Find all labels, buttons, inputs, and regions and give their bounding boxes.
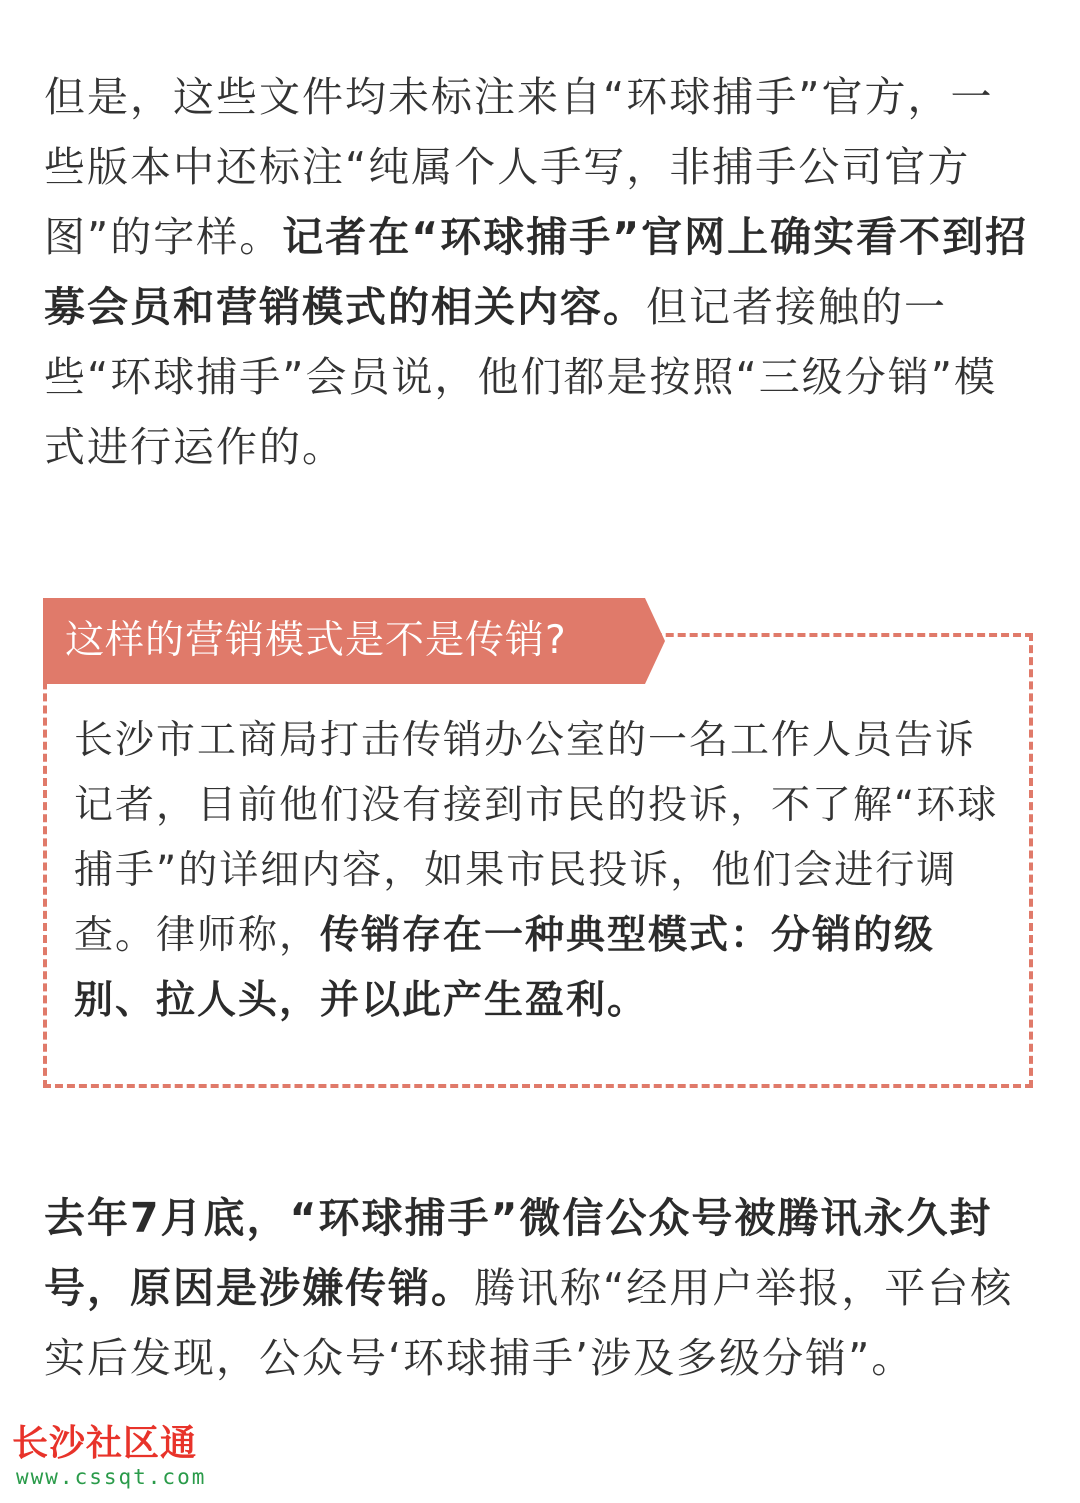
watermark-logo-text: 长沙社区通 — [12, 1423, 198, 1464]
article-paragraph-1 — [44, 62, 1036, 482]
article-paragraph-3 — [44, 1183, 1036, 1393]
callout-bold-text: 传销存在一种典型模式：分销的级别、拉人头，并以此产生盈利。 — [74, 913, 936, 1023]
watermark-url: www.cssqt.com — [16, 1465, 207, 1489]
callout-title: 这样的营销模式是不是传销? — [65, 618, 567, 663]
callout-header — [43, 598, 665, 684]
site-watermark — [12, 1424, 222, 1496]
callout-text: 长沙市工商局打击传销办公室的一名工作人员告诉记者，目前他们没有接到市民的投诉，不了解“环球捕手”的详细内容，如果市民投诉，他们会进行调查。律师称， — [74, 718, 999, 958]
paragraph-text: 但是，这些文件均未标注来自“环球捕手”官方，一些版本中还标注“纯属个人手写，非捕手公司官方图”的字样。 — [44, 73, 994, 261]
paragraph-bold-text: 记者在“环球捕手”官网上确实看不到招募会员和营销模式的相关内容。 — [44, 213, 1029, 331]
paragraph-text: 腾讯称“经用户举报，平台核实后发现，公众号‘环球捕手’涉及多级分销”。 — [44, 1264, 1014, 1382]
paragraph-text: 但记者接触的一些“环球捕手”会员说，他们都是按照“三级分销”模式进行运作的。 — [44, 283, 997, 471]
paragraph-bold-text: 去年7月底，“环球捕手”微信公众号被腾讯永久封号，原因是涉嫌传销。 — [44, 1194, 993, 1312]
callout-body — [74, 708, 1009, 1033]
